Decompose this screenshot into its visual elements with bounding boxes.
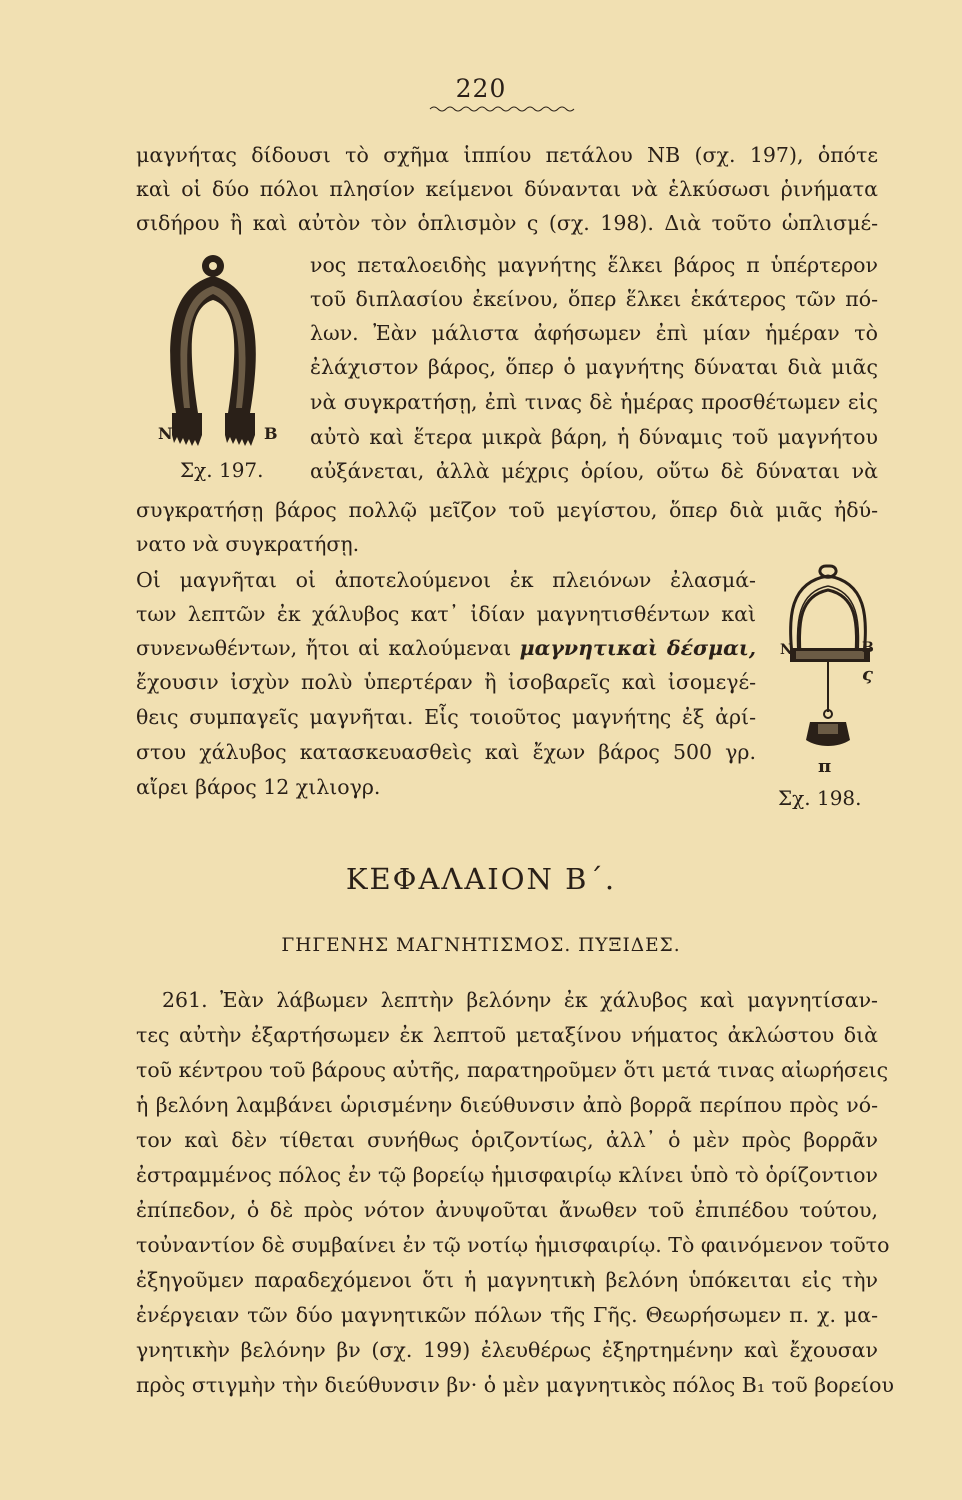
text-line: τοὐναντίον δὲ συμβαίνει ἐν τῷ νοτίῳ ἡμισφαιρίῳ. Τὸ φαινόμενον τοῦτο <box>136 1233 890 1257</box>
text-line: ἐλάχιστον βάρος, ὅπερ ὁ μαγνήτης δύναται διὰ μιᾶς <box>310 355 878 379</box>
text-line: λων. Ἐὰν μάλιστα ἀφήσωμεν ἐπὶ μίαν ἡμέραν τὸ <box>310 321 878 345</box>
text-line: θεις συμπαγεῖς μαγνῆται. Εἷς τοιοῦτος μαγνήτης ἐξ ἀρί- <box>136 705 756 729</box>
text-line: νατο νὰ συγκρατήσῃ. <box>136 532 360 556</box>
page-number: 220 <box>455 74 507 103</box>
figure-198-caption: Σχ. 198. <box>778 786 862 810</box>
section-title: ΓΗΓΕΝΗΣ ΜΑΓΝΗΤΙΣΜΟΣ. ΠΥΞΙΔΕΣ. <box>281 935 681 956</box>
text-line: των λεπτῶν ἐκ χάλυβος κατ᾽ ἰδίαν μαγνητισθέντων καὶ <box>136 602 756 626</box>
weight-label: π <box>818 756 832 777</box>
magnet-pole-n-label: Ν <box>158 424 173 443</box>
text-line: αὐξάνεται, ἀλλὰ μέχρις ὁρίου, οὕτω δὲ δύναται νὰ <box>310 459 878 483</box>
chapter-title: ΚΕΦΑΛΑΙΟΝ Β΄. <box>345 862 617 896</box>
text-line: ἔχουσιν ἰσχὺν πολὺ ὑπερτέραν ἢ ἰσοβαρεῖς καὶ ἰσομεγέ- <box>136 670 756 694</box>
text-line: αὐτὸ καὶ ἕτερα μικρὰ βάρη, ἡ δύναμις τοῦ μαγνήτου <box>310 425 878 449</box>
text-line: ἐπίπεδον, ὁ δὲ πρὸς νότον ἀνυψοῦται ἄνωθεν τοῦ ἐπιπέδου τούτου, <box>136 1198 878 1222</box>
emphasis-term: μαγνητικαὶ δέσμαι, <box>519 636 756 660</box>
text-line: τοῦ διπλασίου ἐκείνου, ὅπερ ἕλκει ἑκάτερος τῶν πό- <box>310 287 878 311</box>
text-segment: συνενωθέντων, ἤτοι αἱ καλούμεναι <box>136 636 512 660</box>
decorative-rule <box>428 104 578 114</box>
figure-197-caption: Σχ. 197. <box>180 458 264 482</box>
text-line: ἐνέργειαν τῶν δύο μαγνητικῶν πόλων τῆς Γῆς. Θεωρήσωμεν π. χ. μα- <box>136 1303 878 1327</box>
text-line: πρὸς στιγμὴν τὴν διεύθυνσιν βν· ὁ μὲν μαγνητικὸς πόλος Β₁ τοῦ βορείου <box>136 1373 894 1397</box>
text-line: νὰ συγκρατήσῃ, ἐπὶ τινας δὲ ἡμέρας προσθέτωμεν εἰς <box>310 390 878 414</box>
text-line: γνητικὴν βελόνην βν (σχ. 199) ἐλευθέρως ἐξηρτημένην καὶ ἔχουσαν <box>136 1338 878 1362</box>
text-line <box>162 983 878 1017</box>
text-line: νος πεταλοειδὴς μαγνήτης ἕλκει βάρος π ὑπέρτερον <box>310 253 878 277</box>
text-line: σιδήρου ἢ καὶ αὐτὸν τὸν ὁπλισμὸν ς (σχ. 198). Διὰ τοῦτο ὡπλισμέ- <box>136 211 878 235</box>
paragraph-number: 261. <box>162 988 208 1012</box>
text-line: καὶ οἱ δύο πόλοι πλησίον κείμενοι δύνανται νὰ ἑλκύσωσι ῥινήματα <box>136 177 878 201</box>
text-line: Οἱ μαγνῆται οἱ ἀποτελούμενοι ἐκ πλειόνων ἐλασμά- <box>136 568 756 592</box>
text-line: τες αὐτὴν ἐξαρτήσωμεν ἐκ λεπτοῦ μεταξίνου νήματος ἀκλώστου διὰ <box>136 1023 878 1047</box>
text-segment: Ἐὰν λάβωμεν λεπτὴν βελόνην ἐκ χάλυβος καὶ μαγνητίσαν- <box>220 988 878 1012</box>
text-line: ἡ βελόνη λαμβάνει ὡρισμένην διεύθυνσιν ἀπὸ βορρᾶ περίπου πρὸς νό- <box>136 1093 878 1117</box>
magnet-pole-n-label: Ν <box>780 642 793 658</box>
text-line: ἐξηγοῦμεν παραδεχόμενοι ὅτι ἡ μαγνητικὴ βελόνη ὑπόκειται εἰς τὴν <box>136 1268 878 1292</box>
text-line: τοῦ κέντρου τοῦ βάρους αὐτῆς, παρατηροῦμεν ὅτι μετά τινας αἰωρήσεις <box>136 1058 889 1082</box>
text-line: ἐστραμμένος πόλος ἐν τῷ βορείῳ ἡμισφαιρίῳ κλίνει ὑπὸ τὸ ὁρίζοντιον <box>136 1163 878 1187</box>
text-line: συγκρατήσῃ βάρος πολλῷ μεῖζον τοῦ μεγίστου, ὅπερ διὰ μιᾶς ἠδύ- <box>136 498 878 522</box>
armature-label: ς <box>862 664 873 685</box>
text-line: στου χάλυβος κατασκευασθεὶς καὶ ἔχων βάρος 500 γρ. <box>136 740 756 764</box>
text-line: τον καὶ δὲν τίθεται συνήθως ὁριζοντίως, ἀλλ᾽ ὁ μὲν πρὸς βορρᾶν <box>136 1128 878 1152</box>
magnet-pole-b-label: Β <box>264 424 278 443</box>
text-line: αἴρει βάρος 12 χιλιογρ. <box>136 775 381 799</box>
magnet-pole-b-label: Β <box>862 640 874 656</box>
text-line <box>136 631 756 665</box>
text-line: μαγνήτας δίδουσι τὸ σχῆμα ἱππίου πετάλου ΝΒ (σχ. 197), ὁπότε <box>136 143 878 167</box>
